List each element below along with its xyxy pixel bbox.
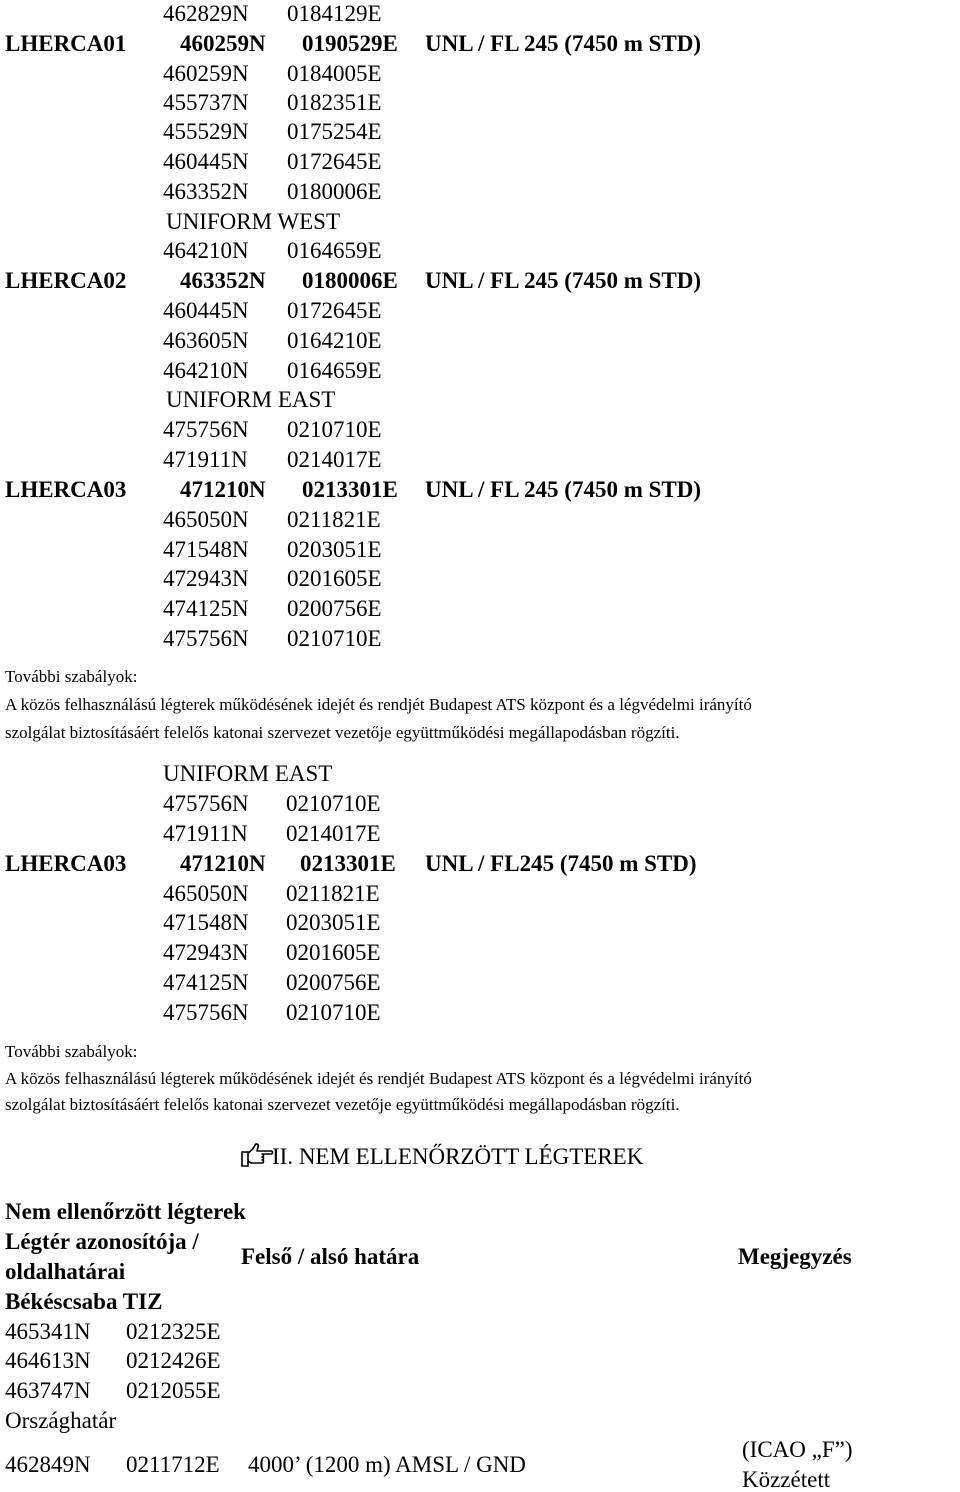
coord-lat: 475756N [163, 417, 249, 442]
column-header: Felső / alsó határa [241, 1244, 420, 1269]
coord-lon: 0203051E [286, 910, 381, 935]
coord-lat: 465341N [5, 1319, 91, 1344]
coord-lat: 460445N [163, 298, 249, 323]
coord-lon: 0190529E [302, 31, 398, 56]
airspace-id: LHERCA03 [5, 851, 127, 876]
part-title: II. NEM ELLENŐRZÖTT LÉGTEREK [272, 1144, 644, 1169]
coord-lon: 0212426E [126, 1348, 221, 1373]
border-note: Országhatár [5, 1408, 117, 1433]
coord-lat: 465050N [163, 881, 249, 906]
section-heading: UNIFORM WEST [166, 209, 341, 234]
coord-lon: 0210710E [287, 417, 382, 442]
coord-lon: 0172645E [287, 298, 382, 323]
coord-lat: 463605N [163, 328, 249, 353]
coord-lon: 0201605E [286, 940, 381, 965]
column-header: Légtér azonosítója / [5, 1229, 199, 1254]
coord-lon: 0211821E [287, 507, 381, 532]
coord-lat: 474125N [163, 970, 249, 995]
coord-lon: 0201605E [287, 566, 382, 591]
coord-lat: 475756N [163, 1000, 249, 1025]
rules-title: További szabályok: [5, 1042, 138, 1061]
coord-lon: 0200756E [287, 596, 382, 621]
coord-lon: 0184129E [287, 1, 382, 26]
coord-lat: 471210N [180, 477, 266, 502]
vertical-limit: UNL / FL245 (7450 m STD) [425, 851, 697, 876]
coord-lat: 460445N [163, 149, 249, 174]
coord-lon: 0210710E [286, 791, 381, 816]
coord-lat: 460259N [180, 31, 266, 56]
vertical-limit: UNL / FL 245 (7450 m STD) [425, 477, 702, 502]
vertical-limit: UNL / FL 245 (7450 m STD) [425, 268, 702, 293]
coord-lat: 460259N [163, 61, 249, 86]
coord-lat: 463747N [5, 1378, 91, 1403]
coord-lon: 0211821E [286, 881, 380, 906]
vertical-limit: UNL / FL 245 (7450 m STD) [425, 31, 702, 56]
coord-lat: 475756N [163, 791, 249, 816]
coord-lat: 464613N [5, 1348, 91, 1373]
coord-lon: 0213301E [302, 477, 398, 502]
coord-lat: 472943N [163, 566, 249, 591]
coord-lon: 0180006E [287, 179, 382, 204]
rules-text: szolgálat biztosításáért felelős katonai szervezet vezetője együttműködési megállapodásban rögzíti. [5, 1095, 680, 1114]
coord-lat: 455737N [163, 90, 249, 115]
coord-lon: 0211712E [126, 1452, 220, 1477]
coord-lon: 0180006E [302, 268, 398, 293]
coord-lat: 471911N [163, 821, 248, 846]
coord-lat: 464210N [163, 238, 249, 263]
coord-lon: 0200756E [286, 970, 381, 995]
coord-lon: 0164210E [287, 328, 382, 353]
column-header: oldalhatárai [5, 1259, 126, 1284]
coord-lon: 0210710E [286, 1000, 381, 1025]
coord-lon: 0172645E [287, 149, 382, 174]
rules-text: szolgálat biztosításáért felelős katonai szervezet vezetője együttműködési megállapodásban rögzíti. [5, 723, 680, 742]
section-heading: UNIFORM EAST [166, 387, 336, 412]
airspace-id: LHERCA02 [5, 268, 127, 293]
coord-lat: 474125N [163, 596, 249, 621]
coord-lat: 463352N [163, 179, 249, 204]
coord-lat: 471548N [163, 910, 249, 935]
coord-lat: 455529N [163, 119, 249, 144]
coord-lat: 471548N [163, 537, 249, 562]
coord-lon: 0214017E [287, 447, 382, 472]
coord-lon: 0212055E [126, 1378, 221, 1403]
coord-lon: 0203051E [287, 537, 382, 562]
airspace-id: LHERCA01 [5, 31, 127, 56]
vertical-limit: 4000’ (1200 m) AMSL / GND [248, 1452, 526, 1477]
column-header: Megjegyzés [738, 1244, 852, 1269]
coord-lat: 462829N [163, 1, 249, 26]
airspace-id: LHERCA03 [5, 477, 127, 502]
pointing-hand-icon [240, 1142, 274, 1168]
coord-lat: 462849N [5, 1452, 91, 1477]
rules-title: További szabályok: [5, 667, 138, 686]
coord-lat: 471210N [180, 851, 266, 876]
coord-lon: 0213301E [300, 851, 396, 876]
rules-text: A közös felhasználású légterek működésének idejét és rendjét Budapest ATS központ és a légvédelmi irányító [5, 695, 752, 714]
rules-text: A közös felhasználású légterek működésének idejét és rendjét Budapest ATS központ és a légvédelmi irányító [5, 1069, 752, 1088]
coord-lon: 0184005E [287, 61, 382, 86]
coord-lon: 0164659E [287, 238, 382, 263]
coord-lon: 0212325E [126, 1319, 221, 1344]
coord-lat: 464210N [163, 358, 249, 383]
remark: Közzétett [742, 1467, 831, 1492]
table-caption: Nem ellenőrzött légterek [5, 1199, 246, 1224]
section-heading: UNIFORM EAST [163, 761, 333, 786]
coord-lat: 472943N [163, 940, 249, 965]
coord-lat: 465050N [163, 507, 249, 532]
coord-lat: 475756N [163, 626, 249, 651]
coord-lon: 0182351E [287, 90, 382, 115]
coord-lon: 0175254E [287, 119, 382, 144]
area-name: Békéscsaba TIZ [5, 1289, 163, 1314]
coord-lon: 0164659E [287, 358, 382, 383]
coord-lat: 471911N [163, 447, 248, 472]
coord-lat: 463352N [180, 268, 266, 293]
remark: (ICAO „F”) [742, 1437, 853, 1462]
coord-lon: 0210710E [287, 626, 382, 651]
coord-lon: 0214017E [286, 821, 381, 846]
